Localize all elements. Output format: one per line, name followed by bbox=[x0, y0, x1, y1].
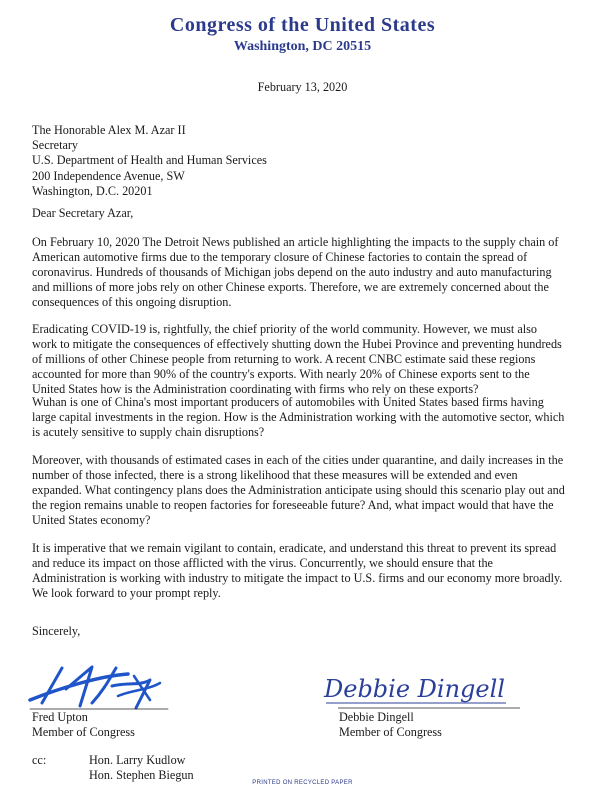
recipient-line: U.S. Department of Health and Human Services bbox=[32, 153, 267, 168]
recipient-line: Washington, D.C. 20201 bbox=[32, 183, 153, 198]
recipient-address bbox=[32, 123, 267, 199]
paragraph-line: accounted for more than 90% of the country's exports. With nearly 20% of Chinese exports sent to the bbox=[32, 366, 530, 381]
paragraph-line: of millions of other Chinese people from returning to work. A recent CNBC estimate said these regions bbox=[32, 351, 536, 366]
letterhead-city: Washington, DC 20515 bbox=[233, 39, 372, 54]
paragraph-line: Eradicating COVID-19 is, rightfully, the chief priority of the world community. However, we must also bbox=[32, 322, 537, 336]
paragraph-line: coronavirus. Hundreds of thousands of Michigan jobs depend on the auto industry and auto manufacturing bbox=[32, 264, 552, 279]
paragraph-line: Moreover, with thousands of estimated cases in each of the cities under quarantine, and daily increases in the bbox=[32, 453, 564, 467]
paragraph-line: expanded. What contingency plans does the Administration anticipate using should this scenario play out and bbox=[32, 482, 565, 497]
signer-name: Debbie Dingell bbox=[339, 710, 414, 724]
body-paragraph-4 bbox=[32, 453, 580, 528]
signer-title: Member of Congress bbox=[32, 725, 135, 740]
paragraph-line: work to mitigate the consequences of effectively shutting down the Hubei Province and preventing hundreds bbox=[32, 336, 562, 351]
body-paragraph-5 bbox=[32, 541, 580, 601]
paragraph-line: Administration is working with industry to mitigate the impact to U.S. firms and our economy more broadly. bbox=[32, 570, 563, 585]
letterhead-title: Congress of the United States bbox=[169, 14, 436, 36]
closing: Sincerely, bbox=[32, 624, 81, 638]
paragraph-line: United States economy? bbox=[32, 512, 151, 527]
letterhead bbox=[0, 14, 605, 55]
letter-date: February 13, 2020 bbox=[257, 80, 348, 94]
signer-name: Fred Upton bbox=[32, 710, 88, 724]
signer-title: Member of Congress bbox=[339, 725, 442, 740]
paragraph-line: is acutely sensitive to supply chain disruptions? bbox=[32, 424, 265, 439]
cc-label: cc: bbox=[32, 753, 47, 767]
paragraph-line: and reduce its impact on those afflicted with the virus. Concurrently, we should ensure that the bbox=[32, 555, 493, 570]
paragraph-line: We look forward to your prompt reply. bbox=[32, 585, 221, 600]
signature-fred-upton bbox=[30, 667, 168, 709]
body-paragraph-1 bbox=[32, 235, 580, 310]
paragraph-line: Wuhan is one of China's most important producers of automobiles with United States based firms having bbox=[32, 395, 544, 409]
cc-names bbox=[89, 753, 194, 783]
paragraph-line: It is imperative that we remain vigilant to contain, eradicate, and understand this threat to prevent its spread bbox=[32, 541, 557, 555]
body-paragraph-2 bbox=[32, 322, 580, 397]
signer-dingell bbox=[339, 710, 442, 740]
salutation: Dear Secretary Azar, bbox=[32, 206, 134, 220]
paragraph-line: number of those infected, there is a strong likelihood that these measures will be extended and even bbox=[32, 467, 518, 482]
body-paragraph-3 bbox=[32, 395, 580, 440]
recipient-line: Secretary bbox=[32, 138, 79, 153]
recipient-line: 200 Independence Avenue, SW bbox=[32, 168, 185, 183]
cc-name: Hon. Stephen Biegun bbox=[89, 768, 194, 783]
paragraph-line: consequences of this ongoing disruption. bbox=[32, 294, 232, 309]
paragraph-line: and millions of more jobs rely on other Chinese exports. Therefore, we are extremely concerned about the bbox=[32, 279, 549, 294]
paragraph-line: the region remains unable to reopen factories for foreseeable future? And, what impact would that have the bbox=[32, 497, 554, 512]
signer-upton bbox=[32, 710, 135, 740]
signature-debbie-dingell bbox=[323, 675, 520, 708]
paragraph-line: large capital investments in the region. How is the Administration working with the automotive sector, which bbox=[32, 409, 565, 424]
paragraph-line: On February 10, 2020 The Detroit News published an article highlighting the impacts to the supply chain of bbox=[32, 235, 559, 249]
signature-handwritten-dingell: Debbie Dingell bbox=[324, 675, 505, 703]
recipient-line: The Honorable Alex M. Azar II bbox=[32, 123, 186, 137]
paragraph-line: United States how is the Administration coordinating with firms who rely on these exports? bbox=[32, 381, 479, 396]
cc-name: Hon. Larry Kudlow bbox=[89, 753, 186, 767]
paragraph-line: American automotive firms due to the temporary closure of Chinese factories to contain the spread of bbox=[32, 249, 528, 264]
recycled-paper-note: PRINTED ON RECYCLED PAPER bbox=[252, 780, 353, 786]
